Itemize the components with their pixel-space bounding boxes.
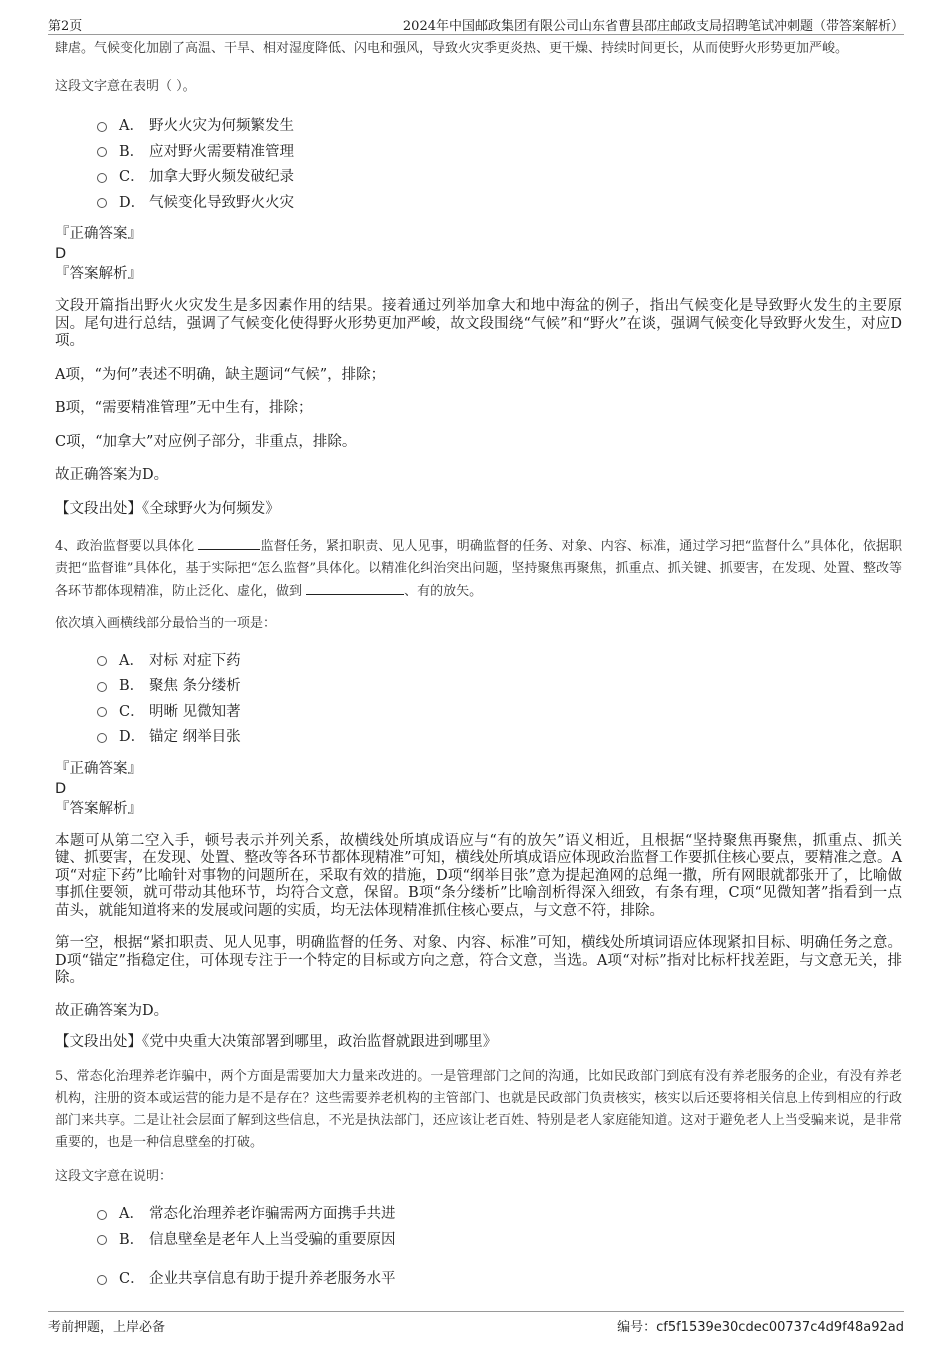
footer-slogan: 考前押题，上岸必备 xyxy=(48,1320,166,1335)
q3-analysis-para: C项，“加拿大”对应例子部分，非重点，排除。 xyxy=(55,433,357,450)
document-title: 2024年中国邮政集团有限公司山东省曹县邵庄邮政支局招聘笔试冲刺题（带答案解析） xyxy=(402,19,904,34)
q4-options xyxy=(55,649,902,751)
q3-analysis-para: 故正确答案为D。 xyxy=(55,467,169,483)
q3-option-c[interactable]: C． 加拿大野火频发破纪录 xyxy=(97,165,902,191)
radio-icon[interactable] xyxy=(97,1275,107,1285)
radio-icon[interactable] xyxy=(97,682,107,692)
q3-options xyxy=(55,114,902,216)
q4-option-a[interactable]: A． 对标 对症下药 xyxy=(97,649,902,675)
page-footer xyxy=(48,1311,904,1336)
q3-answer-label: 『正确答案』 xyxy=(55,226,142,242)
q4-analysis-para: 本题可从第二空入手，顿号表示并列关系，故横线处所填成语应与“有的放矢”语义相近，且根据“坚持聚焦再聚焦，抓重点、抓关键、抓要害，在发现、处置、整改等各环节都体现精准”可知，横线处所填成语应体现政治监督工作要抓住核心要点，要精准之意。A项“对症下药”比喻针对事物的问题所在，采取有效的措施，D项“纲举目张”意为提起渔网的总绳一撒，所有网眼就都张开了，比喻做事抓住要领，就可带动其他环节，均符合文意，保留。B项“条分缕析”比喻剖析得深入细致，有条有理，C项“见微知著”指看到一点苗头，就能知道将来的发展或问题的实质，均无法体现精准抓住核心要点，与文意不符，排除。 xyxy=(55,832,902,919)
q3-option-a[interactable]: A． 野火火灾为何频繁发生 xyxy=(97,114,902,140)
radio-icon[interactable] xyxy=(97,1210,107,1220)
page-content xyxy=(55,38,902,1293)
q3-analysis-para: 文段开篇指出野火火灾发生是多因素作用的结果。接着通过列举加拿大和地中海盆的例子，指出气候变化是导致野火发生的主要原因。尾句进行总结，强调了气候变化使得野火形势更加严峻，故文段围绕“气候”和“野火”在谈，强调气候变化导致野火发生，对应D项。 xyxy=(55,298,902,349)
radio-icon[interactable] xyxy=(97,198,107,208)
q4-option-c[interactable]: C． 明晰 见微知著 xyxy=(97,700,902,726)
q3-stem: 这段文字意在表明（ ）。 xyxy=(55,79,196,94)
q5-option-a[interactable]: A． 常态化治理养老诈骗需两方面携手共进 xyxy=(97,1202,902,1228)
q3-answer: D xyxy=(55,246,67,262)
page-header xyxy=(48,12,904,35)
q4-stem: 依次填入画横线部分最恰当的一项是： xyxy=(55,615,277,631)
q5-option-c[interactable]: C． 企业共享信息有助于提升养老服务水平 xyxy=(97,1267,902,1293)
q3-passage-tail: 肆虐。气候变化加剧了高温、干旱、相对湿度降低、闪电和强风，导致火灾季更炎热、更干燥、持续时间更长，从而使野火形势更加严峻。 xyxy=(55,41,849,56)
page-number: 第2页 xyxy=(48,19,83,34)
q4-answer: D xyxy=(55,780,67,797)
q4-analysis-para: 第一空，根据“紧扣职责、见人见事，明确监督的任务、对象、内容、标准”可知，横线处所填词语应体现紧扣目标、明确任务之意。D项“锚定”指稳定住，可体现专注于一个特定的目标或方向之意，符合文意，当选。A项“对标”指对比标杆找差距，与文意无关，排除。 xyxy=(55,935,902,986)
radio-icon[interactable] xyxy=(97,733,107,743)
q5-option-b[interactable]: B． 信息壁垒是老年人上当受骗的重要原因 xyxy=(97,1228,902,1254)
q3-analysis-label: 『答案解析』 xyxy=(55,266,142,282)
q4-passage: 4、政治监督要以具体化 监督任务，紧扣职责、见人见事，明确监督的任务、对象、内容、标准，通过学习把“监督什么”具体化，依据职责把“监督谁”具体化，基于实际把“怎么监督”具体化。以精准化纠治突出问题，坚持聚焦再聚焦，抓重点、抓关键、抓要害，在发现、处置、整改等各环节都体现精准，防止泛化、虚化，做到 、有的放矢。 xyxy=(55,535,902,603)
radio-icon[interactable] xyxy=(97,173,107,183)
q4-answer-label: 『正确答案』 xyxy=(55,760,142,777)
q3-option-d[interactable]: D． 气候变化导致野火火灾 xyxy=(97,191,902,217)
document-code: 编号：cf5f1539e30cdec00737c4d9f48a92ad xyxy=(617,1320,904,1335)
q4-source: 【文段出处】《党中央重大决策部署到哪里，政治监督就跟进到哪里》 xyxy=(55,1034,498,1050)
q5-stem: 这段文字意在说明： xyxy=(55,1169,173,1184)
radio-icon[interactable] xyxy=(97,122,107,132)
q4-analysis-para: 故正确答案为D。 xyxy=(55,1002,169,1019)
q5-options xyxy=(55,1202,902,1293)
radio-icon[interactable] xyxy=(97,656,107,666)
q4-option-d[interactable]: D． 锚定 纲举目张 xyxy=(97,725,902,751)
q3-analysis-para: B项，“需要精准管理”无中生有，排除； xyxy=(55,400,313,416)
radio-icon[interactable] xyxy=(97,1235,107,1245)
radio-icon[interactable] xyxy=(97,147,107,157)
q5-passage: 5、常态化治理养老诈骗中，两个方面是需要加大力量来改进的。一是管理部门之间的沟通，比如民政部门到底有没有养老服务的企业，有没有养老机构，注册的资本或运营的能力是不是存在？这些需要养老机构的主管部门、也就是民政部门负责核实，核实以后还要将相关信息上传到相应的行政部门来共享。二是让社会层面了解到这些信息，不光是执法部门，还应该让老百姓、特别是老人家庭能知道。这对于避免老人上当受骗来说，是非常重要的，也是一种信息壁垒的打破。 xyxy=(55,1069,902,1150)
radio-icon[interactable] xyxy=(97,707,107,717)
q3-analysis-para: A项，“为何”表述不明确，缺主题词“气候”，排除； xyxy=(55,366,386,383)
q4-analysis-label: 『答案解析』 xyxy=(55,800,142,817)
q4-option-b[interactable]: B． 聚焦 条分缕析 xyxy=(97,674,902,700)
q3-option-b[interactable]: B． 应对野火需要精准管理 xyxy=(97,140,902,166)
q3-source: 【文段出处】《全球野火为何频发》 xyxy=(55,500,280,517)
fill-blank-2 xyxy=(306,580,404,595)
fill-blank-1 xyxy=(198,535,260,550)
